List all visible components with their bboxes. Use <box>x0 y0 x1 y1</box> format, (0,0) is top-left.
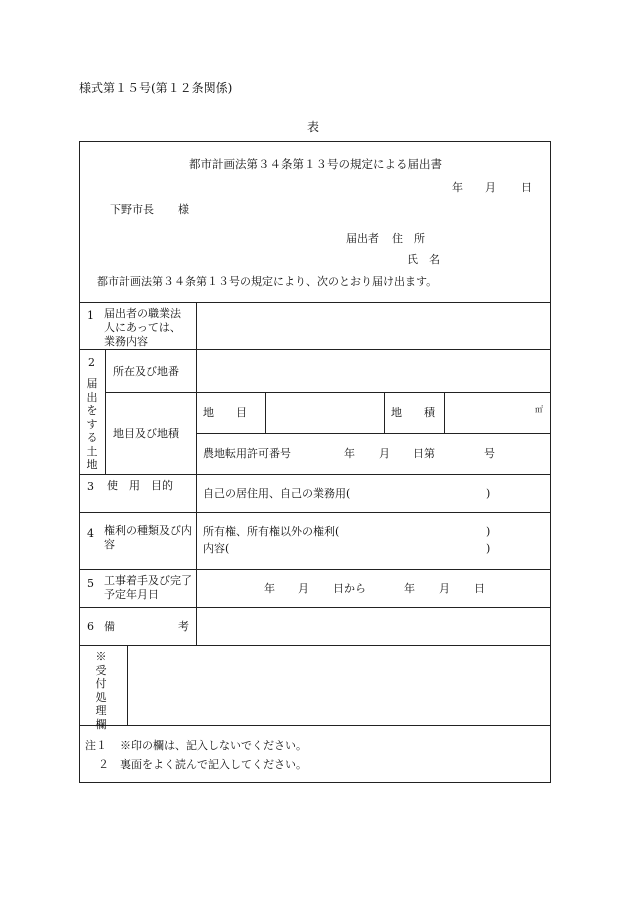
remarks-label-a: 備 <box>104 620 115 633</box>
usage-purpose-close: ) <box>486 487 491 500</box>
usage-purpose-text: 自己の居住用、自己の業務用( <box>203 487 351 500</box>
note1-number: 注１ <box>85 739 107 752</box>
row-divider <box>196 433 551 434</box>
permit-month: 月 <box>379 447 390 460</box>
side-label: 表 <box>307 120 320 134</box>
chimoku-field[interactable] <box>266 393 383 432</box>
column-divider <box>384 392 385 433</box>
row1-number: 1 <box>87 309 94 322</box>
permit-year: 年 <box>344 447 355 460</box>
note2-text: 裏面をよく読んで記入してください。 <box>120 758 307 771</box>
occupation-field[interactable] <box>197 303 550 348</box>
row-divider <box>79 645 551 646</box>
rights-line1: 所有権、所有権以外の権利( <box>203 525 340 538</box>
chiseki-field[interactable] <box>445 393 535 432</box>
end-year: 年 <box>404 582 415 595</box>
rights-line2: 内容( <box>203 542 230 555</box>
row4-number: 4 <box>87 527 94 540</box>
applicant-name-label: 氏 名 <box>407 253 440 266</box>
applicant-address-label: 住 所 <box>392 232 425 245</box>
rights-line1-close: ) <box>486 525 491 538</box>
row-divider <box>79 474 551 475</box>
date-year: 年 <box>452 181 463 194</box>
location-field[interactable] <box>197 350 550 391</box>
start-year: 年 <box>264 582 275 595</box>
row5-label: 工事着手及び完了予定年月日 <box>104 574 192 601</box>
addressee-honorific: 様 <box>178 203 189 216</box>
land-category-label: 地目及び地積 <box>113 427 179 440</box>
note1-text: ※印の欄は、記入しないでください。 <box>120 739 307 752</box>
rights-line2-close: ) <box>486 542 491 555</box>
end-day: 日 <box>474 582 485 595</box>
remarks-label-b: 考 <box>178 620 189 633</box>
statement: 都市計画法第３４条第１３号の規定により、次のとおり届け出ます。 <box>97 275 438 288</box>
row-divider <box>79 725 551 726</box>
chimoku-label: 地 目 <box>203 406 247 419</box>
form-number: 様式第１５号(第１２条関係) <box>79 81 233 95</box>
row1-label: 届出者の職業法人にあっては、業務内容 <box>104 307 181 348</box>
start-month: 月 <box>298 582 309 595</box>
column-divider <box>105 349 106 474</box>
permit-go: 号 <box>484 447 495 460</box>
remarks-field[interactable] <box>197 608 550 644</box>
row6-number: 6 <box>87 620 94 633</box>
chiseki-label: 地 積 <box>391 406 435 419</box>
column-divider <box>127 645 128 725</box>
form-title: 都市計画法第３４条第１３号の規定による届出書 <box>189 157 442 171</box>
row4-label: 権利の種類及び内容 <box>104 524 192 551</box>
note2-number: ２ <box>98 758 109 771</box>
addressee-name: 下野市長 <box>110 203 154 216</box>
applicant-label: 届出者 <box>346 232 379 245</box>
date-day: 日 <box>521 181 532 194</box>
row5-number: 5 <box>87 577 94 590</box>
area-unit: ㎡ <box>535 405 543 414</box>
row-divider <box>79 569 551 570</box>
permit-day-no: 日第 <box>413 447 435 460</box>
date-month: 月 <box>485 181 496 194</box>
row3-number: 3 <box>87 480 94 493</box>
permit-label: 農地転用許可番号 <box>203 447 291 460</box>
start-day: 日から <box>333 582 366 595</box>
row2-number: 2 <box>88 356 95 369</box>
row-divider <box>79 512 551 513</box>
form-frame <box>79 141 551 783</box>
end-month: 月 <box>439 582 450 595</box>
location-label: 所在及び地番 <box>113 365 179 378</box>
row3-label: 使 用 目的 <box>107 479 173 492</box>
reception-label: ※受付処理欄 <box>95 650 107 731</box>
row2-vertical-label: 届出をする土地 <box>86 377 98 471</box>
